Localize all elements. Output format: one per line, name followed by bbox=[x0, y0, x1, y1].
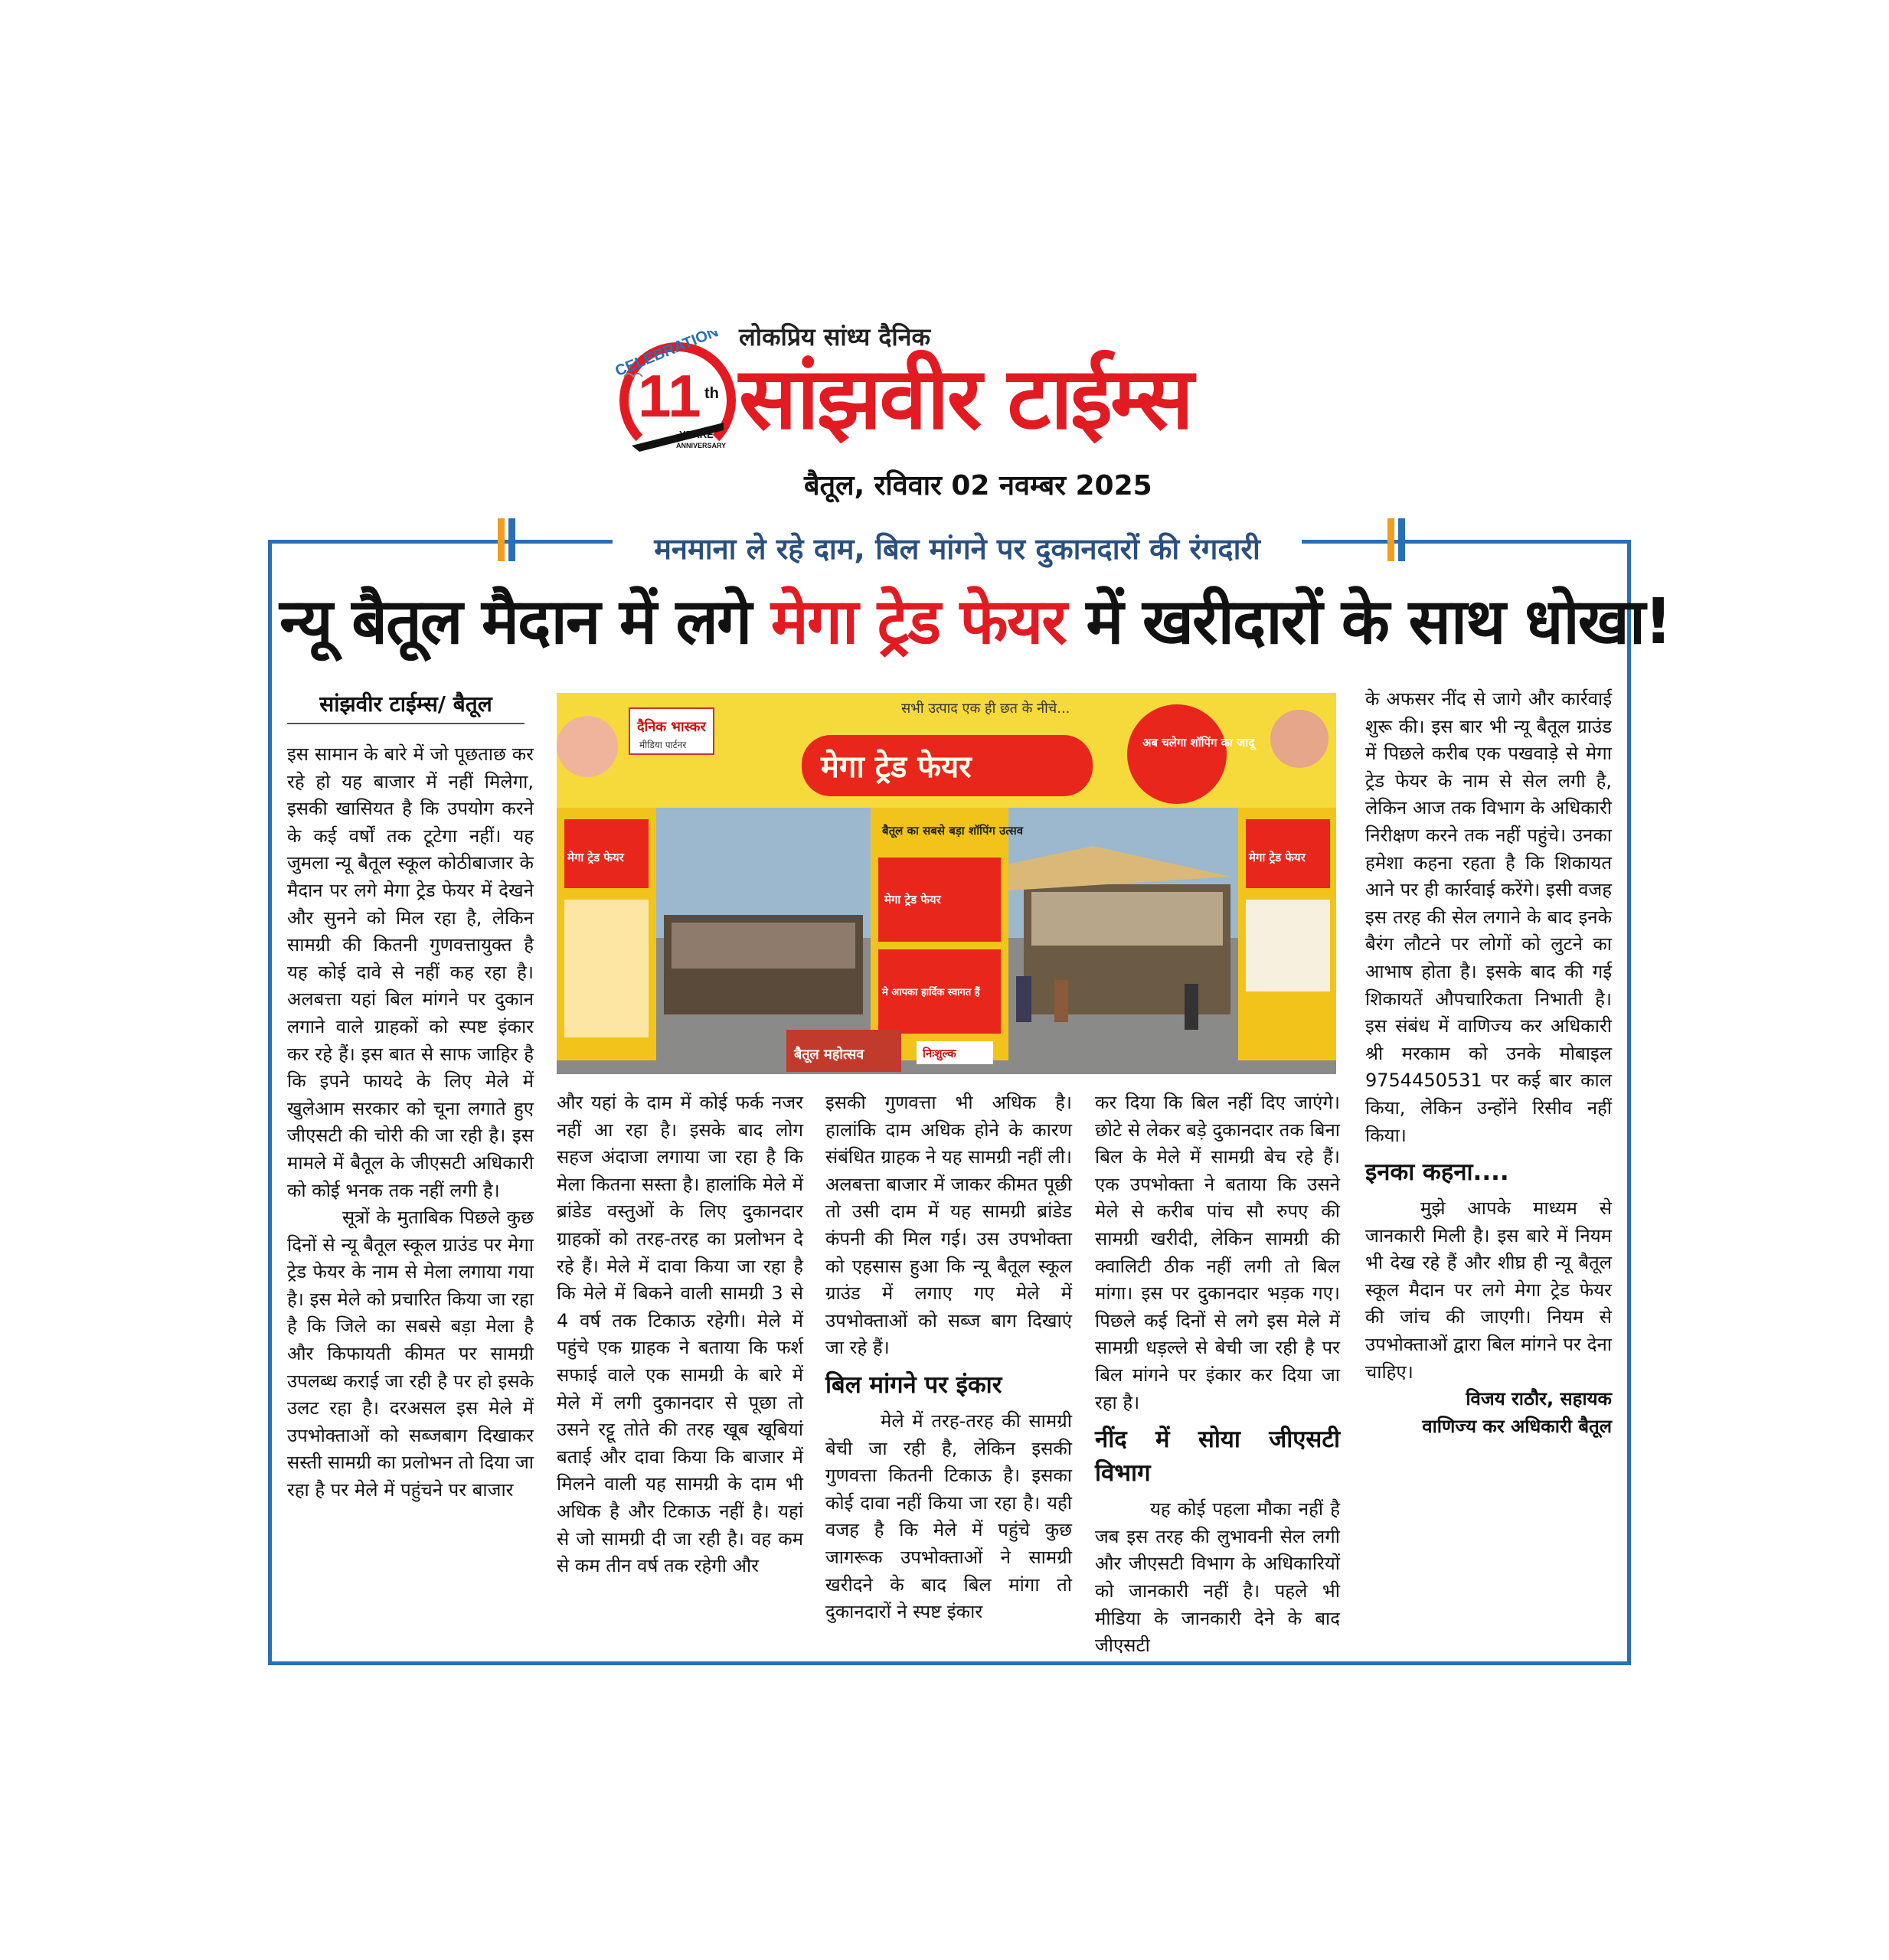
photo-sponsor: दैनिक भास्कर bbox=[637, 719, 706, 735]
dateline: बैतूल, रविवार 02 नवम्बर 2025 bbox=[804, 470, 1152, 501]
col2-paragraph-1: और यहां के दाम में कोई फर्क नजर नहीं आ रहा है। इसके बाद लोग सहज अंदाजा लगाया जा रहा है कि मेला कितना सस्ता है। हालांकि मेले में ब्रांडेड वस्तुओं के लिए दुकानदार ग्राहकों को तरह-तरह का प्रलोभन दे रहे हैं। मेले में दावा किया जा रहा है कि मेले में बिकने वाली सामग्री 3 से 4 वर्ष तक टिकाऊ रहेगी। मेले में पहुंचे एक ग्राहक ने बताया कि फर्श सफाई वाले एक सामग्री के बारे में मेले में लगी दुकानदार से पूछा तो उसने रट्टू तोते की तरह खूब खूबियां बताई और दावा किया कि बाजार में मिलने वाली यह सामग्री के दाम भी अधिक है और टिकाऊ नहीं है। यहां से जो सामग्री दी जा रही है। वह कम से कम तीन वर्ष तक रहेगी और bbox=[557, 1092, 803, 1577]
col5-paragraph-2: मुझे आपके माध्यम से जानकारी मिली है। इस बारे में नियम भी देख रहे हैं और शीघ्र ही न्यू बैतूल स्कूल मैदान पर लगे मेगा ट्रेड फेयर की जांच की जाएगी। नियम से उपभोक्ताओं द्वारा बिल मांगने पर देना चाहिए। bbox=[1365, 1197, 1612, 1383]
frame-accent-orange-left bbox=[498, 518, 505, 561]
col4-paragraph-2: यह कोई पहला मौका नहीं है जब इस तरह की लुभावनी सेल लगी और जीएसटी विभाग के अधिकारियों को जानकारी नहीं है। पहले भी मीडिया के जानकारी देने के बाद जीएसटी bbox=[1095, 1498, 1340, 1657]
article-column-5 bbox=[1365, 686, 1612, 1440]
logo-number: 11 bbox=[638, 362, 701, 430]
headline-highlight: मेगा ट्रेड फेयर bbox=[770, 586, 1066, 658]
col5-subhead: इनका कहना.... bbox=[1365, 1158, 1509, 1187]
article-kicker: मनमाना ले रहे दाम, बिल मांगने पर दुकानदारों की रंगदारी bbox=[613, 528, 1302, 568]
photo-free-sign: निःशुल्क bbox=[923, 1047, 956, 1060]
frame-accent-blue-left bbox=[508, 518, 515, 561]
logo-anniversary: ANNIVERSARY bbox=[676, 442, 727, 449]
frame-accent-orange-right bbox=[1387, 518, 1394, 561]
frame-accent-blue-right bbox=[1398, 518, 1405, 561]
photo-center-sign-2: मेगा ट्रेड फेयर bbox=[884, 893, 941, 906]
article-column-3 bbox=[825, 1089, 1072, 1626]
logo-celebration-text: CELEBRATION bbox=[613, 331, 721, 381]
photo-left-sign: मेगा ट्रेड फेयर bbox=[567, 851, 624, 864]
article-column-2 bbox=[557, 1089, 803, 1580]
anniversary-logo bbox=[609, 331, 747, 453]
byline: सांझवीर टाईम्स/ बैतूल bbox=[287, 689, 525, 724]
logo-yeare: YEARE bbox=[679, 429, 714, 440]
photo-sponsor-sub: मीडिया पार्टनर bbox=[639, 740, 687, 750]
signature-line-1: विजय राठौर, सहायक bbox=[1466, 1388, 1612, 1410]
col3-paragraph-2: मेले में तरह-तरह की सामग्री बेची जा रही है, लेकिन इसकी गुणवत्ता कितनी टिकाऊ है। इसका कोई दावा नहीं किया जा रहा है। यही वजह है कि मेले में पहुंचे कुछ जागरूक उपभोक्ताओं ने सामग्री खरीदने के बाद बिल मांगा तो दुकानदारों ने स्पष्ट इंकार bbox=[825, 1410, 1072, 1623]
headline-part-2: में खरीदारों के साथ धोखा! bbox=[1065, 586, 1672, 658]
col3-paragraph-1: इसकी गुणवत्ता भी अधिक है। हालांकि दाम अधिक होने के कारण संबंधित ग्राहक ने यह सामग्री नहीं ली। अलबत्ता बाजार में जाकर कीमत पूछी तो उसी दाम में यह सामग्री ब्रांडेड कंपनी की मिल गई। उस उपभोक्ता को एहसास हुआ कि न्यू बैतूल स्कूल ग्राउंड में लगाए गए मेले में उपभोक्ताओं को सब्ज बाग दिखाएं जा रहे हैं। bbox=[825, 1092, 1072, 1359]
col1-paragraph-2: सूत्रों के मुताबिक पिछले कुछ दिनों से न्यू बैतूल स्कूल ग्राउंड पर मेगा ट्रेड फेयर के नाम से मेला लगाया गया है। इस मेले को प्रचारित किया जा रहा है कि जिले का सबसे बड़ा मेला है और किफायती कीमत पर सामग्री उपलब्ध कराई जा रही है पर हो इसके उलट रहा है। दरअसल इस मेले में उपभोक्ताओं को सब्जबाग दिखाकर सस्ती सामग्री का प्रलोभन तो दिया जा रहा है पर मेले में पहुंचने पर बाजार bbox=[287, 1207, 534, 1501]
newspaper-name: सांझवीर टाईम्स bbox=[739, 349, 1192, 449]
article-photo bbox=[557, 693, 1336, 1074]
photo-right-sign: मेगा ट्रेड फेयर bbox=[1249, 851, 1306, 864]
photo-banner-title: मेगा ट्रेड फेयर bbox=[821, 750, 972, 785]
photo-center-sign-1: बैतूल का सबसे बड़ा शॉपिंग उत्सव bbox=[882, 824, 1024, 838]
signature-line-2: वाणिज्य कर अधिकारी बैतूल bbox=[1422, 1415, 1612, 1437]
col4-paragraph-1: कर दिया कि बिल नहीं दिए जाएंगे। छोटे से लेकर बड़े दुकानदार तक बिना बिल के मेले में सामग्री बेच रहे हैं। एक उपभोक्ता ने बताया कि उसने मेले से करीब पांच सौ रुपए की सामग्री खरीदी, लेकिन सामग्री की क्वालिटी ठीक नहीं लगी तो बिल मांगा। इस पर दुकानदार भड़क गए। पिछले कई दिनों से लगे इस मेले में सामग्री धड़ल्ले से बेची जा रही है पर बिल मांगने पर इंकार कर दिया जा रहा है। bbox=[1095, 1092, 1340, 1413]
masthead-tagline: लोकप्रिय सांध्य दैनिक bbox=[739, 322, 931, 351]
logo-suffix: th bbox=[704, 385, 719, 402]
photo-center-sign-3: मे आपका हार्दिक स्वागत हैं bbox=[882, 987, 980, 998]
photo-tagline-box: अब चलेगा शॉपिंग का जादू bbox=[1142, 736, 1255, 750]
article-column-1 bbox=[287, 741, 534, 1504]
article-column-4 bbox=[1095, 1089, 1340, 1660]
photo-top-banner: सभी उत्पाद एक ही छत के नीचे... bbox=[901, 701, 1070, 717]
article-headline bbox=[279, 586, 1672, 658]
col5-paragraph-1: के अफसर नींद से जागे और कार्रवाई शुरू की। इस बार भी न्यू बैतूल ग्राउंड में पिछले करीब एक पखवाड़े से मेगा ट्रेड फेयर के नाम से सेल लगी है, लेकिन आज तक विभाग के अधिकारी निरीक्षण करने तक नहीं पहुंचे। उनका हमेशा कहना रहता है कि शिकायत आने पर ही कार्रवाई करेंगे। इसी वजह इस तरह की सेल लगाने के बाद इनके बैरंग लौटने पर लोगों को लुटने का आभाष होता है। इसके बाद की गई शिकायतें औपचारिकता निभाती है। इस संबंध में वाणिज्य कर अधिकारी श्री मरकाम को उनके मोबाइल 9754450531 पर कई बार काल किया, लेकिन उन्होंने रिसीव नहीं किया। bbox=[1365, 688, 1612, 1146]
headline-part-1: न्यू बैतूल मैदान में लगे bbox=[279, 586, 771, 658]
col4-subhead: नींद में सोया जीएसटी विभाग bbox=[1095, 1426, 1340, 1488]
photo-mahotsav: बैतूल महोत्सव bbox=[794, 1047, 864, 1063]
col3-subhead: बिल मांगने पर इंकार bbox=[825, 1370, 1002, 1399]
quote-signature bbox=[1365, 1386, 1612, 1440]
col1-paragraph-1: इस सामान के बारे में जो पूछताछ कर रहे हो यह बाजार में नहीं मिलेगा, इसकी खासियत है कि उपयोग करने के कई वर्षों तक टूटेगा नहीं। यह जुमला न्यू बैतूल स्कूल कोठीबाजार के मैदान पर लगे मेगा ट्रेड फेयर में देखने और सुनने को मिल रहा है, लेकिन सामग्री की कितनी गुणवत्तायुक्त है यह कोई दावे से नहीं कह रहा है। अलबत्ता यहां बिल मांगने पर दुकान लगाने वाले ग्राहकों को स्पष्ट इंकार कर रहे हैं। इस बात से साफ जाहिर है कि इपने फायदे के लिए मेले में खुलेआम सरकार को चूना लगाते हुए जीएसटी की चोरी की जा रही है। इस मामले में बैतूल के जीएसटी अधिकारी को कोई भनक तक नहीं लगी है। bbox=[287, 743, 534, 1201]
